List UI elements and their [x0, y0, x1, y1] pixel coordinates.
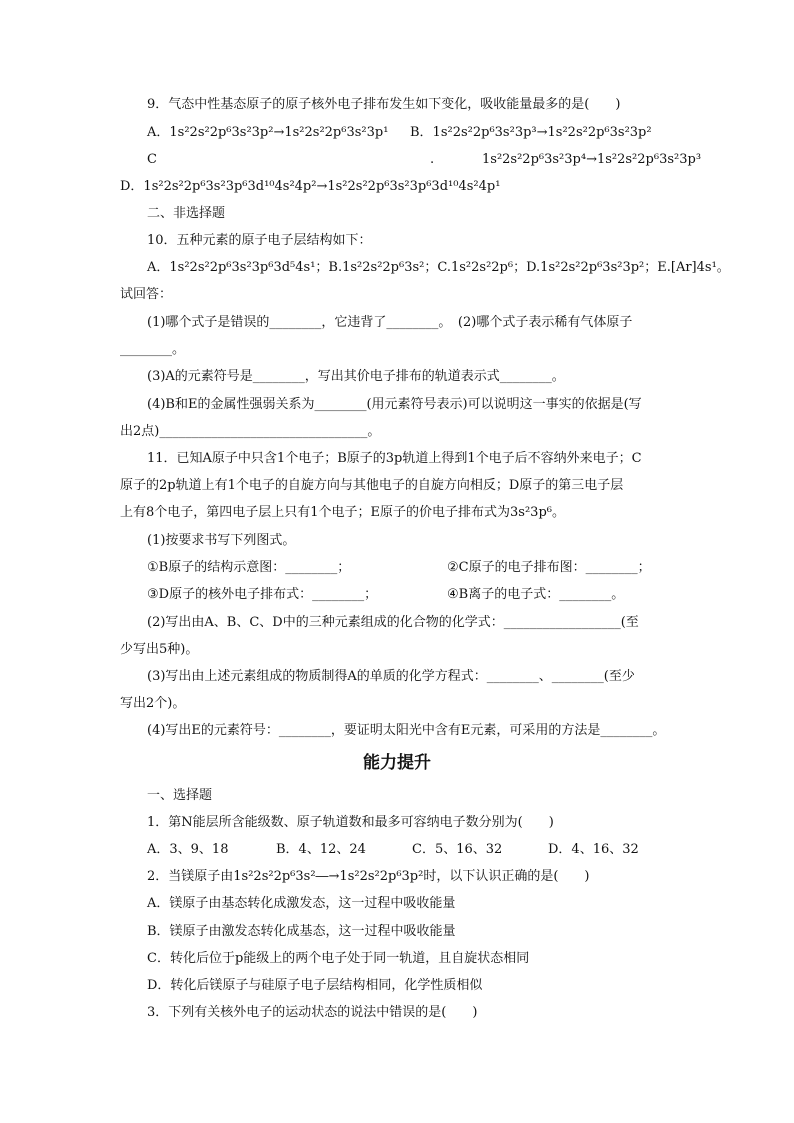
q1-option-b: B．4、12、24: [276, 842, 366, 857]
q2-option-d: D．转化后镁原子与硅原子电子层结构相同，化学性质相似: [147, 978, 483, 993]
q9-option-c-dot: .: [430, 152, 435, 167]
q9-option-b: B．1s²2s²2p⁶3s²3p³→1s²2s²2p⁶3s²3p²: [410, 125, 652, 140]
question-3-stem: 3．下列有关核外电子的运动状态的说法中错误的是( ): [147, 1005, 478, 1020]
q9-option-c-label: C: [147, 152, 157, 167]
q11-part-3-cont: 写出2个)。: [120, 696, 186, 711]
q10-part-4: (4)B和E的金属性强弱关系为________(用元素符号表示)可以说明这一事实的依据是(写: [147, 397, 642, 412]
q11-stem-line-3: 上有8个电子，第四电子层上只有1个电子；E原子的价电子排布式为3s²3p⁶。: [120, 505, 565, 520]
q10-configurations: A．1s²2s²2p⁶3s²3p⁶3d⁵4s¹；B.1s²2s²2p⁶3s²；C.1s²2s²2p⁶；D.1s²2s²2p⁶3s²3p²；E.[Ar]4s¹。: [147, 260, 730, 275]
q1-option-a: A．3、9、18: [147, 842, 229, 857]
question-1-stem: 1．第N能层所含能级数、原子轨道数和最多可容纳电子数分别为( ): [147, 815, 554, 830]
q2-option-c: C．转化后位于p能级上的两个电子处于同一轨道，且自旋状态相同: [147, 951, 530, 966]
q9-option-d: D．1s²2s²2p⁶3s²3p⁶3d¹⁰4s²4p²→1s²2s²2p⁶3s²3p⁶3d¹⁰4s²4p¹: [120, 179, 501, 194]
question-10-stem: 10．五种元素的原子电子层结构如下：: [147, 233, 372, 248]
q11-part-3: (3)写出由上述元素组成的物质制得A的单质的化学方程式：________、________(至少: [147, 669, 635, 684]
question-9-stem: 9．气态中性基态原子的原子核外电子排布发生如下变化，吸收能量最多的是( ): [147, 97, 621, 112]
q1-option-c: C．5、16、32: [412, 842, 503, 857]
q11-part-2: (2)写出由A、B、C、D中的三种元素组成的化合物的化学式：__________________(至: [147, 615, 639, 630]
q11-part-2-cont: 少写出5种)。: [120, 642, 199, 657]
question-2-stem: 2．当镁原子由1s²2s²2p⁶3s²―→1s²2s²2p⁶3p²时，以下认识正确的是( ): [147, 869, 590, 884]
q10-part-1-2: (1)哪个式子是错误的________，它违背了________。 (2)哪个式子表示稀有气体原子: [147, 315, 633, 330]
q9-option-a: A．1s²2s²2p⁶3s²3p²→1s²2s²2p⁶3s²3p¹: [147, 125, 389, 140]
q10-part-2-blank: ________。: [120, 342, 186, 357]
question-11-stem: 11．已知A原子中只含1个电子；B原子的3p轨道上得到1个电子后不容纳外来电子；C: [147, 451, 642, 466]
section-title: 能力提升: [363, 753, 431, 773]
q11-part-1-a: ①B原子的结构示意图：________；: [147, 560, 351, 575]
q11-part-4: (4)写出E的元素符号：________，要证明太阳光中含有E元素，可采用的方法是________。: [147, 723, 666, 738]
q11-part-1-d: ④B离子的电子式：________。: [447, 587, 625, 602]
q1-option-d: D．4、16、32: [548, 842, 639, 857]
q11-stem-line-2: 原子的2p轨道上有1个电子的自旋方向与其他电子的自旋方向相反；D原子的第三电子层: [120, 478, 624, 493]
q10-prompt: 试回答：: [120, 287, 173, 302]
q11-part-1-c: ③D原子的核外电子排布式：________；: [147, 587, 378, 602]
q2-option-b: B．镁原子由激发态转化成基态，这一过程中吸收能量: [147, 924, 456, 939]
q9-option-c-text: 1s²2s²2p⁶3s²3p⁴→1s²2s²2p⁶3s²3p³: [482, 152, 702, 167]
q11-part-1: (1)按要求书写下列图式。: [147, 533, 296, 548]
q2-option-a: A．镁原子由基态转化成激发态，这一过程中吸收能量: [147, 896, 456, 911]
q10-part-4-cont: 出2点)________________________________。: [120, 424, 381, 439]
q11-part-1-b: ②C原子的电子排布图：________；: [447, 560, 651, 575]
q10-part-3: (3)A的元素符号是________，写出其价电子排布的轨道表示式________。: [147, 369, 565, 384]
section-heading-non-choice: 二、非选择题: [147, 206, 226, 221]
section-heading-choice: 一、选择题: [147, 788, 213, 803]
